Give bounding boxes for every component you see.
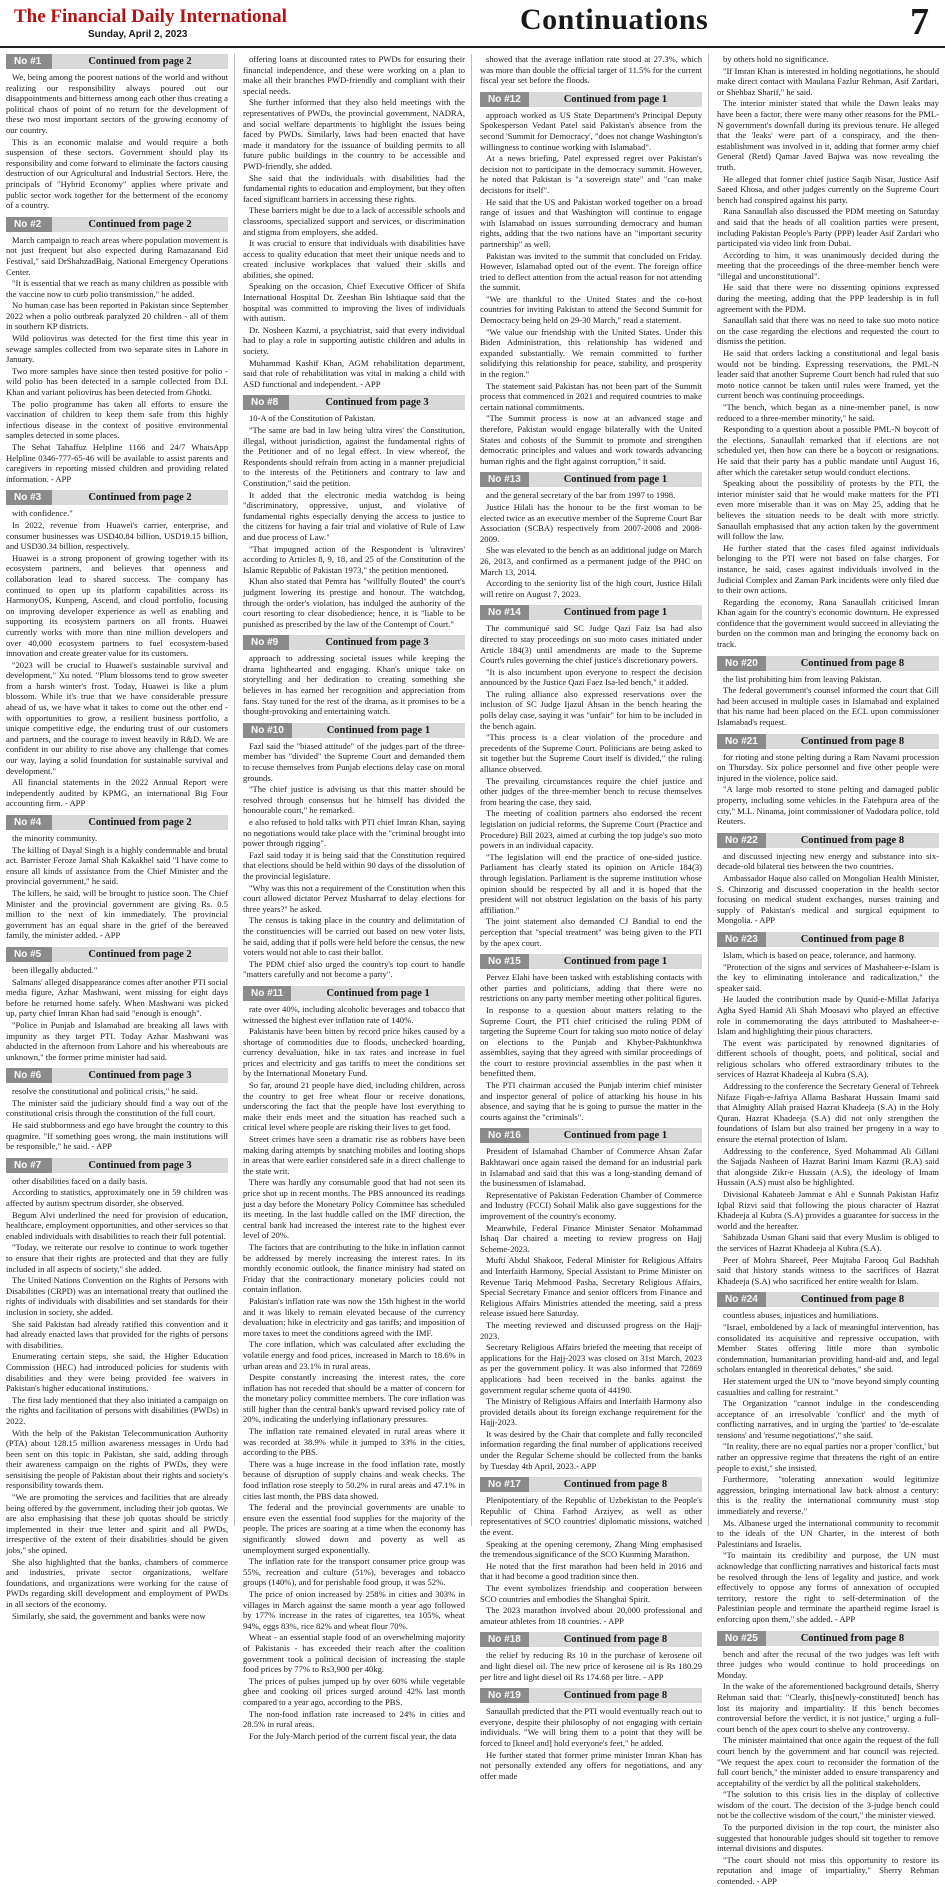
continuation-header — [6, 1068, 228, 1083]
article — [243, 395, 465, 629]
continued-from-label: Continued from page 8 — [800, 1294, 905, 1306]
continuation-header — [717, 656, 939, 671]
paragraph: the relief by reducing Rs 10 in the purchase of kerosene oil and light diesel oil. The new price of kerosene oil is Rs 180.29 per litre and light diesel oil Rs 174.68 per litre. - APP — [480, 1650, 702, 1682]
article — [6, 490, 228, 809]
paragraph: To the purported division in the top court, the minister also suggested that honourable judges should sit together to remove internal divisions and disputes. — [717, 1822, 939, 1854]
article-body — [480, 623, 702, 948]
article — [480, 472, 702, 599]
paragraph: Her statement urged the UN to "move beyond simply counting casualties and calling for restraint." — [717, 1375, 939, 1397]
paragraph: The Organization "cannot indulge in the condescending acceptance of an irresolvable 'conflict' and the myth of conflicting narratives, and in urging the 'parties' to 'de-escalate tensions' and 'resume negotiations'," she said. — [717, 1398, 939, 1440]
article-body — [243, 54, 465, 389]
continued-from-label: Continued from page 2 — [88, 56, 192, 67]
paragraph: No human case has been reported in Pakistan since September 2022 when a polio outbreak paralyzed 20 children - all of them in southern KP districts. — [6, 300, 228, 332]
article-number: No #5 — [6, 947, 52, 962]
article-number: No #1 — [6, 54, 52, 69]
continued-from-label: Continued from page 8 — [563, 1634, 668, 1646]
continued-from-label: Continued from page 8 — [563, 1690, 668, 1702]
paragraph: Sahibzada Usman Ghani said that every Muslim is obliged to the services of Hazrat Khadeeja al Kubra (S.A). — [717, 1232, 939, 1253]
article-number: No #21 — [717, 734, 766, 749]
paragraph: the minority community. — [12, 833, 98, 843]
article — [480, 92, 702, 467]
paragraph: The killing of Dayal Singh is a highly condemnable and brutal act. Barrister Feroze Jamal Shah Kakakhel said "I have come to ensure all kinds of assistance from the Chief Minister and the provincial government," he said. — [6, 844, 228, 887]
article-body — [480, 54, 702, 86]
article — [480, 605, 702, 948]
article-number: No #17 — [480, 1477, 529, 1492]
paragraph: Muhammad Kashif Khan, AGM rehabilitation department, said that role of rehabilitation was vital in making a child with ASD functional and independent. - APP — [243, 357, 465, 389]
article-body — [480, 490, 702, 599]
paragraph: The non-food inflation rate increased to 24% in cities and 28.5% in rural areas. — [243, 1708, 465, 1730]
paragraph: The prices of pulses jumped up by over 60% while vegetable ghee and cooking oil prices surged around 42% last month compared to a year ago, according to the PBS. — [243, 1675, 465, 1707]
article-body — [243, 653, 465, 717]
paragraph: Islam, which is based on peace, tolerance, and harmony. — [723, 949, 917, 960]
paragraph: Dr. Nosheen Kazmi, a psychiatrist, said that every individual had to play a role in supporting autistic children and adults in society. — [243, 324, 465, 357]
paragraph: bench and after the recusal of the two judges was left with three judges who would continue to hold proceedings on Monday. — [717, 1648, 939, 1680]
paragraph: March campaign to reach areas where population movement is not just frequent but also expected during Ramazanand Eid Festival," said DrShahzadBaig, National Emergency Operations Center. — [6, 234, 228, 277]
article — [6, 217, 228, 485]
paragraph: "That impugned action of the Respondent is 'ultravires' according to Articles 8, 9, 18, and 25 of the Constitution of the Islamic Republic of Pakistan 1973," the petition mentioned. — [243, 543, 465, 575]
paragraph: The inflation rate remained elevated in rural areas where it was recorded at 38.9% while it jumped to 33% in the cities, according to the PBS. — [243, 1426, 465, 1458]
article — [6, 815, 228, 941]
continued-from-label: Continued from page 3 — [325, 637, 429, 649]
paragraph: other disabilities faced on a daily basis. — [12, 1175, 148, 1186]
paragraph: The meeting reviewed and discussed progress on the Hajj-2023. — [480, 1319, 702, 1341]
paragraph: rate over 40%, including alcoholic beverages and tobacco that witnessed the highest ever inflation rate of 140%. — [243, 1003, 465, 1025]
continuation-header — [243, 395, 465, 410]
article-body — [480, 110, 702, 467]
paragraph: Begum Alvi underlined the need for provision of education, healthcare, employment opportunities, and other services so that enabled individuals with disabilities to reach their full potential. — [6, 1209, 228, 1241]
paragraph: He said that the US and Pakistan worked together on a broad range of issues and that Washington will continue to engage with Islamabad on issues surrounding democracy and human rights, adding that the two nations have an "important security partnership" as well. — [480, 196, 702, 249]
paragraph: and discussed injecting new energy and substance into six-decade-old bilateral ties between the two countries. — [717, 850, 939, 872]
paragraph: Sanaullah predicted that the PTI would eventually reach out to everyone, despite their philosophy of not engaging with certain individuals. "We will bring them to a point that they will be forced to [kneel and] hold everyone's feet," he added. — [480, 1706, 702, 1748]
paragraph: "We value our friendship with the United States. Under this Biden Administration, this relationship has widened and expanded substantially. We remain committed to further solidifying this relationship for peace, stability, and prosperity in the region." — [480, 326, 702, 380]
continued-from-label: Continued from page 2 — [88, 218, 192, 230]
paragraph: "Why was this not a requirement of the Constitution when this court allowed dictator Pervez Musharraf to delay elections for three years?" he asked. — [243, 882, 465, 914]
paragraph: This is an economic malaise and would require a both suspension of these sectors. Government should play its responsibility and come forward to eliminate the factors causing destruction of our Agricultural and Industrial Sectors. Here, the principals of "Hybrid Economy" applies where private and public sector work together for the betterment of the economy of a country. — [6, 136, 228, 211]
article-body — [6, 235, 228, 485]
paragraph: Rana Sanaullah also discussed the PDM meeting on Saturday and said that the heads of all coalition parties were present, including Pakistan People's Party (PPP) leader Asif Zardari who participated via video link from Dubai. — [717, 206, 939, 249]
article-columns — [6, 54, 939, 1887]
paragraph: The factors that are contributing to the hike in inflation cannot be addressed by merely increasing the interest rates. In its monthly economic outlook, the finance ministry had stated on Friday that the contractionary monetary policies could not contain inflation. — [243, 1241, 465, 1295]
paragraph: The statement said Pakistan has not been part of the Summit process that commenced in 2021 and required countries to make certain national commitments. — [480, 380, 702, 412]
continued-from-label: Continued from page 1 — [563, 1130, 668, 1142]
continued-from-label: Continued from page 8 — [800, 933, 905, 945]
paragraph: resolve the constitutional and political crisis," he said. — [12, 1086, 198, 1097]
article-number: No #3 — [6, 490, 52, 505]
paragraph: Wheat - an essential staple food of an overwhelming majority of Pakistanis - has exceeded their reach after the coalition government took a political decision of increasing the staple food prices by 77% to Rs3,900 per 40kg. — [243, 1632, 465, 1675]
continuation-header — [480, 1688, 702, 1703]
paragraph: The Ministry of Religious Affairs and Interfaith Harmony also provided details about its foreign exchange requirement for the Hajj-2023. — [480, 1396, 702, 1428]
paragraph: He further stated that the cases filed against individuals belonging to the PTI were not based on false charges. For instance, he said, cases against individuals involved in the Judicial Complex and Zaman Park incidents were only filed due to their own actions. — [717, 542, 939, 596]
paragraph: The joint statement also demanded CJ Bandial to end the perception that "special treatment" was being given to the PTI by the apex court. — [480, 916, 702, 948]
paragraph: "It is also incumbent upon everyone to respect the decision announced by the Justice Qazi Faez Isa-led bench," it added. — [480, 666, 702, 688]
paragraph: Pervez Elahi have been tasked with establishing contacts with other parties and politicians, adding that there were no restrictions on any party member meeting other political figures. — [480, 972, 702, 1004]
paragraph: "Today, we reiterate our resolve to continue to work together to ensure that their rights are protected and that they are fully included in all aspects of society," she added. — [6, 1242, 228, 1274]
paragraph: At a news briefing, Patel expressed regret over Pakistan's decision not to participate in the democracy summit. However, he noted that Pakistan is "a sovereign state" and "can make decisions for itself". — [480, 153, 702, 195]
paragraph: offering loans at discounted rates to PWDs for ensuring their financial independence, and these were working on a plan to make all their branches PWD-friendly and compliant with their special needs. — [243, 54, 465, 96]
paragraph: President of Islamabad Chamber of Commerce Ahsan Zafar Bakhtawari once again raised the demand for an industrial park in Islamabad and said that this was a long-standing demand of the businessmen of Islamabad. — [480, 1146, 702, 1189]
article-number: No #9 — [243, 635, 289, 650]
paragraph: Secretary Religious Affairs briefed the meeting that receipt of applications for the Hajj-2023 was closed on 31st March, 2023 as per the government policy. It was also informed that 72869 applications had been received in the banks against the government regular scheme quota of 44190. — [480, 1342, 702, 1395]
paragraph: In 2022, revenue from Huawei's carrier, enterprise, and consumer businesses was USD40.84 billion, USD19.15 billion, and USD30.34 billion, respectively. — [6, 519, 228, 552]
paragraph: Sanaullah said that there was no need to take suo moto notice on the case regarding the elections and requested the court to dismiss the petition. — [717, 315, 939, 347]
article-body — [6, 1086, 228, 1152]
continuation-header — [480, 92, 702, 107]
continuation-header — [717, 1631, 939, 1646]
paragraph: The communiqué said SC Judge Qazi Faiz Isa had also directed to stay proceedings on suo moto cases initiated under Article 184(3) until amendments are made to the Supreme Court's rules governing the chief justice's discretionary powers. — [480, 623, 702, 666]
article — [480, 1688, 702, 1781]
article — [480, 954, 702, 1122]
paragraph: "In reality, there are no equal parties nor a proper 'conflict,' but rather an oppressive regime that threatens the right of an entire people to exist," she insisted. — [717, 1441, 939, 1473]
paragraph: "Police in Punjab and Islamabad are breaking all laws with impunity as they target PTI. Today Azhar Mashwani was abducted in the afternoon from Lahore and his whereabouts are unknown," the former prime minister had said. — [6, 1019, 228, 1062]
paragraph: with confidence." — [12, 508, 73, 519]
paragraph: According to the seniority list of the high court, Justice Hilali will retire on August 7, 2023. — [480, 578, 702, 599]
paragraph: "We are thankful to the United States and the co-host countries for inviting Pakistan to attend the Second Summit for Democracy being held on 29-30 March," read a statement. — [480, 293, 702, 326]
paragraph: "The chief justice is advising us that this matter should be resolved through consensus but he himself has divided the honourable court," he remarked. — [243, 784, 465, 816]
article-body — [243, 413, 465, 629]
paragraph: Salmans' alleged disappearance comes after another PTI social media figure, Azhar Mashwani, went missing for eight days before he returned home safely. When Mashwani was picked up, party chief Imran Khan had said "enough is enough". — [6, 976, 228, 1019]
continued-from-label: Continued from page 8 — [800, 1632, 905, 1644]
article — [717, 54, 939, 650]
article — [717, 932, 939, 1286]
paragraph: Regarding the economy, Rana Sanaullah criticised Imran Khan again for the country's economic downturn. He expressed confidence that the government would succeed in alleviating the burden on the common man and bringing the economy back on track. — [717, 596, 939, 650]
article-body — [717, 1310, 939, 1624]
paragraph: e also refused to hold talks with PTI chief Imran Khan, saying no negotiations would take place with the "criminal brought into power through rigging". — [243, 817, 465, 849]
continued-from-label: Continued from page 1 — [326, 987, 430, 999]
paragraph: Enumerating certain steps, she said, the Higher Education Commission (HEC) had introduced policies for students with disabilities and they were being provided fee waivers in Pakistan's higher educational institutions. — [6, 1351, 228, 1394]
paragraph: Pakistanis have been bitten by record price hikes caused by a shortage of commodities due to floods, unchecked hoarding, currency devaluation, hike in tax rates and increase in fuel prices and electricity and gas tariffs to meet the conditions set by the International Monetary Fund. — [243, 1026, 465, 1079]
paragraph: So far, around 21 people have died, including children, across the country to get free wheat flour or receive donations, underscoring the fact that the people have lost everything to make their ends meet and the situation has reached such a critical level where people are risking their lives to get food. — [243, 1080, 465, 1133]
paragraph: The prevailing circumstances require the chief justice and other judges of the three-member bench to recuse themselves from hearing the case, they said. — [480, 775, 702, 807]
paragraph: "2023 will be crucial to Huawei's sustainable survival and development," Xu noted. "Plum blossoms tend to grow sweeter from a harsh winter's frost. Today, Huawei is like a plum blossom. While it's true that we have considerable pressure ahead of us, we have what it takes to come out the other end - with opportunities to grow, a resilient business portfolio, a unique competitive edge, the enduring trust of our customers and partners, and the courage to invest heavily in R&D. We are confident in our ability to rise above any challenge that comes our way, laying a solid foundation for sustainable survival and development." — [6, 659, 228, 776]
paragraph: Huawei is a strong proponent of growing together with its ecosystem partners, and believes that openness and collaboration lead to shared success. The company has continued to open up its platform capabilities across its HarmonyOS, Kunpeng, Ascend, and cloud portfolio, focusing on improving developer experience as well as enabling and supporting its ecosystem partners on all fronts. Huawei currently works with more than nine million developers and over 40,000 ecosystem partners to fuel ecosystem-based innovation and create greater value for its customers. — [6, 552, 228, 659]
continued-from-label: Continued from page 1 — [563, 474, 668, 486]
continuation-header — [6, 815, 228, 830]
paragraph: These barriers might be due to a lack of accessible schools and classrooms, specialized support and services, or discrimination and stigma from employers, she added. — [243, 205, 465, 237]
paragraph: the list prohibiting him from leaving Pakistan. — [723, 673, 882, 684]
paragraph: The minister said the judiciary should find a way out of the constitutional crisis through the constitution of the full court. — [6, 1097, 228, 1119]
paragraph: The census is taking place in the country and delimitation of the constituencies will be carried out based on new voter lists, he said, adding that if polls were held before the census, the new voters would not able to cast their ballot. — [243, 915, 465, 958]
article-number: No #25 — [717, 1631, 766, 1646]
paragraph: The Sehat Tahaffuz Helpline 1166 and 24/7 WhatsApp Helpline 0346-777-65-46 will be available to assist parents and caregivers in reporting missed children and providing related information. - APP — [6, 442, 228, 484]
paragraph: The event symbolizes friendship and cooperation between SCO countries and embodies the Shanghai Spirit. — [480, 1583, 702, 1604]
paragraph: The federal government's counsel informed the court that Gill had been accused in multiple cases in Islamabad and explained that his name had been placed on the ECL upon commissioner Islamabad's request. — [717, 685, 939, 728]
article — [717, 656, 939, 728]
continuation-header — [480, 1477, 702, 1492]
continuation-header — [480, 605, 702, 620]
article — [717, 734, 939, 827]
paragraph: countless abuses, injustices and humiliations. — [723, 1310, 879, 1321]
article — [480, 1477, 702, 1626]
paragraph: "To maintain its credibility and purpose, the UN must acknowledge that conflicting narratives and historical facts must be resolved through the lens of legality and justice, and work effectively to oppose any forms of annexation of occupied territory, restore the right to self-determination of the Palestinian people and terminate the apartheid regime Israel is enforcing upon them," she added. - APP — [717, 1550, 939, 1624]
article — [480, 1128, 702, 1471]
article-number: No #19 — [480, 1688, 529, 1703]
paragraph: The killers, he said, will be brought to justice soon. The Chief Minister and the provincial government are giving Rs. 0.5 million to the next of kin immediately. The provincial government has an equal share in the grief of the bereaved family, the minister added. - APP — [6, 887, 228, 941]
column-2 — [243, 54, 472, 1741]
article-number: No #15 — [480, 954, 529, 969]
paragraph: She said Pakistan had already ratified this convention and it had already enacted laws that provided for the rights of persons with disabilities. — [6, 1318, 228, 1350]
article — [6, 1158, 228, 1621]
paragraph: Ms. Albanese urged the international community to recommit to the ideals of the UN Charter, in the interest of both Palestinians and Israelis. — [717, 1517, 939, 1549]
paragraph: It was crucial to ensure that individuals with disabilities have access to quality education that meet their unique needs and to created inclusive workplaces that valued their skills and abilities, she opined. — [243, 238, 465, 280]
article-number: No #24 — [717, 1292, 766, 1307]
paragraph: The polio programme has taken all efforts to ensure the vaccination of children to keep them safe from this highly infectious disease in the context of positive environmental samples detected in some places. — [6, 398, 228, 441]
article-body — [6, 508, 228, 809]
paragraph: It added that the electronic media watchdog is being "discriminatory, oppressive, unjust, and violative of fundamental rights especially denying the access to justice to the citizens for having a fair trial and violative of Rule of Law and due process of Law." — [243, 489, 465, 542]
paragraph: Wild poliovirus was detected for the first time this year in sewage samples collected from two separate sites in Lahore in January. — [6, 333, 228, 365]
paragraph: According to him, it was unanimously decided during the meeting that the proceedings of the three-member bench were "illegal and unconstitutional". — [717, 249, 939, 281]
column-3 — [480, 54, 709, 1781]
article-body — [717, 54, 939, 650]
article — [717, 833, 939, 926]
paragraph: The United Nations Convention on the Rights of Persons with Disabilities (CRPD) was an international treaty that outlined the rights of individuals with disabilities and set standards for their inclusion in society, she added. — [6, 1275, 228, 1317]
continuation-header — [717, 833, 939, 848]
article-body — [480, 1495, 702, 1626]
paragraph: Responding to a question about a possible PML-N boycott of the elections, Sanaullah remarked that if elections are not scheduled yet, then how can there be a boycott or resignations. He said that their party has a public mandate until August 16, after which the caretaker setup would conduct elections. — [717, 424, 939, 477]
paragraph: There was a huge increase in the food inflation rate, mostly because of disruption of supply chains and weak checks. The food inflation rose steeply to 50.2% in rural areas and 47.1% in cities last month, the PBS data showed. — [243, 1458, 465, 1501]
continued-from-label: Continued from page 1 — [563, 93, 668, 105]
continuation-header — [243, 986, 465, 1001]
paragraph: approach to addressing societal issues while keeping the drama lighthearted and engaging. Khan's unique take on storytelling and her dedication to creating something she believes in has earned her recognition and appreciation from fans. Stay tuned for the rest of the drama, as it promises to be a thought-provoking and entertaining watch. — [243, 653, 465, 717]
paragraph: "If Imran Khan is interested in holding negotiations, he should make direct contact with Maulana Fazlur Rehman, Asif Zardari, or Shehbaz Sharif," he said. — [717, 65, 939, 97]
paragraph: Street crimes have seen a dramatic rise as robbers have been making daring attempts by snatching mobiles and looting shops in areas that were earlier considered safe in a direct challenge to the state writ. — [243, 1134, 465, 1176]
continued-from-label: Continued from page 8 — [800, 735, 905, 747]
paragraph: "We are promoting the services and facilities that are already being offered by the government, including their job quotas. We are also emphasising that these job quotas should be strictly implemented in their true letter and spirit and all PWDs, irrespective of the extent of their disabilities should be given jobs," she opined. — [6, 1492, 228, 1556]
continued-from-label: Continued from page 3 — [88, 1159, 192, 1171]
article — [480, 1632, 702, 1682]
article — [6, 947, 228, 1062]
newspaper-name: The Financial Daily International — [14, 6, 287, 27]
paragraph: "This process is a clear violation of the procedure and precedents of the Supreme Court. Politicians are being asked to sit together but the Supreme Court itself is divided," the ruling alliance observed. — [480, 732, 702, 775]
paragraph: There was hardly any consumable good that had not seen its price shot up in recent months. The PBS announced its readings just a day before the Monetary Policy Committee has scheduled its meeting. In the last huddle called on the IMF direction, the central bank had increased the interest rate to the highest ever level of 20%. — [243, 1177, 465, 1241]
article-number: No #14 — [480, 605, 529, 620]
paragraph: He said that there were no dissenting opinions expressed during the meeting, adding that the PPP leadership is in full agreement with the PDM. — [717, 282, 939, 314]
paragraph: All financial statements in the 2022 Annual Report were independently audited by KPMG, an international Big Four accounting firm. - APP — [6, 777, 228, 809]
continued-from-label: Continued from page 8 — [800, 834, 905, 846]
paragraph: "The solution to this crisis lies in the display of collective wisdom of the court. The decision of the 3-judge bench could not be the collective wisdom of the court," the minister viewed. — [717, 1789, 939, 1821]
paragraph: Pakistan was invited to the summit that concluded on Friday. However, Islamabad opted out of the event. The foreign office tried to deflect attention from the actual reason for not attending the summit. — [480, 250, 702, 293]
paragraph: "The court should not miss this opportunity to restore its reputation and image of impartiality," Sherry Rehman contended. - APP — [717, 1854, 939, 1887]
article-number: No #12 — [480, 92, 529, 107]
article-body — [6, 965, 228, 1062]
continued-from-label: Continued from page 3 — [88, 1070, 192, 1082]
continuation-header — [6, 947, 228, 962]
paragraph: Fazl said the "biased attitude" of the judges part of the three-member has "divided" the Supreme Court and demanded them to recuse themselves from Punjab elections delay case on moral grounds. — [243, 740, 465, 783]
paragraph: The federal and the provincial governments are unable to ensure even the essential food supplies for the majority of the people. The prices are soaring at a time when the economy has significantly slowed down and poverty as well as unemployment surged exponentially. — [243, 1502, 465, 1555]
continued-from-label: Continued from page 3 — [325, 397, 429, 409]
paragraph: "The legislation will end the practice of one-sided justice. Parliament has clearly stated its opinion on Article 184(3) through legislation. Parliament is the supreme institution whose opinion should be respected by all and it is hoped that the president will not obstruct legislation on the basis of his party affiliation." — [480, 851, 702, 915]
paragraph: Similarly, she said, the government and banks were now — [12, 1610, 206, 1621]
continuation-header — [243, 635, 465, 650]
issue-date: Sunday, April 2, 2023 — [88, 29, 188, 40]
continuation-header — [480, 1632, 702, 1647]
paragraph: The interior minister stated that while the Dawn leaks may have been a factor, there were many other reasons for the PML-N government's downfall during its previous tenure. He alleged that the 'leaks' were part of a conspiracy, and the then-establishment was involved in it, adding that former army chief General (Retd) Qamar Javed Bajwa was now revealing the truth. — [717, 98, 939, 172]
paragraph: Furthermore, "tolerating annexation would legitimize aggression, bringing international law back almost a century: this is the reality the international community must stop immediately and reverse." — [717, 1474, 939, 1517]
column-4 — [717, 54, 939, 1887]
article-body — [6, 1176, 228, 1621]
paragraph: Pakistan's inflation rate was now the 15th highest in the world and it was likely to remain elevated because of the currency devaluation; hike in electricity and gas tariffs; and imposition of more taxes to meet the conditions agreed with the IMF. — [243, 1295, 465, 1338]
paragraph: She also highlighted that the banks, chambers of commerce and industries, private sector organizations, welfare foundations, and organizations were working for the cause of PWDs regarding skill development and employment of PWDs in all sectors of the economy. — [6, 1556, 228, 1609]
paragraph: She said that the individuals with disabilities had the fundamental rights to education and employment, but they often faced significant barriers in accessing these rights. — [243, 172, 465, 204]
paragraph: Mufti Abdul Shakoor, Federal Minister for Religious Affairs and Interfaith Harmony, Special Assistant to Prime Minister on Revenue Tariq Mehmood Pasha, Secretary Religious Affairs, Special Secretary Finance and senior officers from Finance and Religious Affairs Ministries attended the meeting, said a press release issued here Saturday. — [480, 1255, 702, 1319]
article-number: No #6 — [6, 1068, 52, 1083]
continuation-header — [480, 954, 702, 969]
paragraph: She further informed that they also held meetings with the representatives of PWDs, the provincial government, NADRA, and social welfare departments to highlight the issues being faced by PWDs. Similarly, laws had been enacted that have made it mandatory for the issuance of building permits to all future public buildings in the country to be accessible and PWD-friendly, she added. — [243, 97, 465, 171]
article — [243, 635, 465, 717]
paragraph: been illegally abducted." — [12, 964, 98, 975]
paragraph: In the wake of the aforementioned background details, Sherry Rehman said that: "Clearly, this[newly-constituted] bench has lost its majority and impartiality. If this bench becomes controversial before the verdict, it is not justice," urging a full-court bench of the apex court to shelve any controversy. — [717, 1681, 939, 1734]
article-number: No #16 — [480, 1128, 529, 1143]
paragraph: 10-A of the Constitution of Pakistan. — [249, 413, 376, 424]
continued-from-label: Continued from page 1 — [563, 607, 668, 619]
article-body — [717, 950, 939, 1286]
continued-from-label: Continued from page 8 — [800, 657, 905, 669]
article-body — [717, 674, 939, 728]
continuation-header — [480, 1128, 702, 1143]
continuation-header — [6, 54, 228, 69]
article — [243, 54, 465, 389]
article-number: No #7 — [6, 1158, 52, 1173]
paragraph: "It is essential that we reach as many children as possible with the vaccine now to curb polio transmission," he added. — [6, 278, 228, 299]
paragraph: Khan also stated that Pemra has "willfully flouted" the court's judgment lowering its prestige and honour. The watchdog, through the order's violation, has indulged the authority of the court resorting to clear disobedience; hence, it is "liable to be punished as prescribed by the law of the Contempt of Court." — [243, 576, 465, 629]
paragraph: He noted that the first marathon had been held in 2016 and that it had become a good tradition since then. — [480, 1560, 702, 1582]
continuation-header — [6, 1158, 228, 1173]
paragraph: approach worked as US State Department's Principal Deputy Spokesperson Vedant Patel said Pakistan's absence from the second 'Summit for Democracy', "does not change Washington's willingness to continue working with Islamabad". — [480, 109, 702, 152]
paragraph: The 2023 marathon involved about 20,000 professional and amateur athletes from 18 countries. - APP — [480, 1605, 702, 1626]
paragraph: The inflation rate for the transport consumer price group was 55%, recreation and culture (51%), beverages and tobacco groups (140%), and for perishable food group, it was 52%. — [243, 1556, 465, 1588]
article-number: No #23 — [717, 932, 766, 947]
article-body — [480, 972, 702, 1122]
paragraph: Meanwhile, Federal Finance Minister Senator Mohammad Ishaq Dar chaired a meeting to review progress on Hajj Scheme-2023. — [480, 1222, 702, 1254]
article-number: No #10 — [243, 723, 292, 738]
article-body — [717, 1649, 939, 1887]
article-body — [480, 1650, 702, 1682]
continuation-header — [717, 1292, 939, 1307]
article — [717, 1292, 939, 1624]
article-number: No #22 — [717, 833, 766, 848]
article-body — [6, 72, 228, 211]
paragraph: Ambassador Haque also called on Mongolian Health Minister, S. Chinzorig and discussed cooperation in the health sector focusing on medical student exchanges, nurses training and supply of Pakistan's medical and surgical equipment to Mongolia. - APP — [717, 872, 939, 926]
continuation-header — [243, 723, 465, 738]
continued-from-label: Continued from page 2 — [88, 948, 192, 960]
article-number: No #18 — [480, 1632, 529, 1647]
continuation-header — [6, 217, 228, 232]
continued-from-label: Continued from page 1 — [326, 724, 431, 736]
paragraph: The PTI chairman accused the Punjab interim chief minister and inspector general of police of attacking his house in his absence, and saying that he is going to pursue the matter in the courts against the "criminals". — [480, 1080, 702, 1122]
article-body — [480, 1146, 702, 1471]
paragraph: Plenipotentiary of the Republic of Uzbekistan to the People's Republic of China Farhod Arziyev, as well as other representatives of SCO countries' diplomatic missions, watched the event. — [480, 1495, 702, 1538]
paragraph: The first lady mentioned that they also initiated a campaign on the rights and facilitation of persons with disabilities (PWDs) in 2022. — [6, 1394, 228, 1426]
paragraph: She was elevated to the bench as an additional judge on March 26, 2013, and confirmed as a permanent judge of the PHC on March 13, 2014. — [480, 545, 702, 577]
paragraph: Speaking about the possibility of protests by the PTI, the interior minister said that he would make matters for the PTI even more miserable than it was on May 25, adding that he believes the situation needs to be dealt with more strictly. Sanaullah emphasised that any action taken by the government will follow the law. — [717, 478, 939, 542]
paragraph: The PDM chief also urged the country's top court to handle "matters carefully and not become a party". — [243, 958, 465, 980]
paragraph: The core inflation, which was calculated after excluding the volatile energy and food prices, increased in March to 18.6% in urban areas and 23.1% in rural areas. — [243, 1339, 465, 1371]
article-number: No #20 — [717, 656, 766, 671]
paragraph: Justice Hilali has the honour to be the first woman to be elected twice as an executive member of the Supreme Court Bar Association (SCBA) respectively from 2007-2008 and 2008-2009. — [480, 501, 702, 544]
paragraph: Representative of Pakistan Federation Chamber of Commerce and Industry (FCCI) Sohail Malik also gave suggestions for the improvement of the country's economy. — [480, 1189, 702, 1221]
article — [717, 1631, 939, 1887]
article — [480, 54, 702, 86]
article-body — [243, 741, 465, 980]
continued-from-label: Continued from page 2 — [88, 817, 192, 828]
paragraph: With the help of the Pakistan Telecommunication Authority (PTA) about 128.15 million awareness messages in Urdu had been sent on this topic in Pakistan, she said, adding through their awareness campaign on the rights of PWDs, they were sensitising the people of Pakistan about their rights and society's responsibility towards them. — [6, 1427, 228, 1491]
paragraph: The meeting of coalition partners also endorsed the recent legislation on judicial reforms, the Supreme Court (Practice and Procedure) Bill 2023, aimed at curbing the top judge's suo moto powers in an individual capacity. — [480, 808, 702, 851]
paragraph: and the general secretary of the bar from 1997 to 1998. — [486, 490, 676, 501]
paragraph: Despite constantly increasing the interest rates, the core inflation has not receded that should be a matter of concern for the monetary policy committee members. The core inflation was still higher than the central bank's upward revised policy rate of 20%, indicating the underlying inflationary pressures. — [243, 1372, 466, 1425]
paragraph: Divisional Kahateeb Jammat e Ahl e Sunnah Pakistan Hafiz Iqbal Rizvi said that following the pious character of Hazrat Khadeeja al Kubra (S.A) provides a guarantee for success in the world and the hereafter. — [717, 1189, 939, 1231]
article-number: No #4 — [6, 815, 52, 830]
paragraph: The minister maintained that once again the request of the full court bench by the government and bar council was rejected. "We request the apex court to reconsider the formation of the full court bench," the minister added to ensure transparency and acceptability of the verdict by all the political stakeholders. — [717, 1735, 939, 1788]
paragraph: Speaking on the occasion, Chief Executive Officer of Shifa International Hospital Dr. Zeeshan Bin Ishtiaque said that the hospital was committed to improving the lives of individuals with autism. — [243, 281, 465, 324]
paragraph: For the July-March period of the current fiscal year, the data — [249, 1730, 457, 1741]
article-body — [243, 1004, 465, 1741]
article — [6, 54, 228, 211]
page-number: 7 — [910, 1, 929, 43]
continuation-header — [717, 734, 939, 749]
article-number: No #13 — [480, 472, 529, 487]
continuation-header — [480, 472, 702, 487]
paragraph: "The Summit process is now at an advanced stage and therefore, Pakistan would engage bilaterally with the United States and cohosts of the Summit to promote and strengthen democratic principles and values and work towards advancing human rights and the fight against corruption," it said. — [480, 413, 702, 466]
paragraph: The ruling alliance also expressed reservations over the inclusion of SC Judge Ijazul Ahsan in the bench hearing the polls delay case, saying it was "unfair" for him to be included in the bench again. — [480, 688, 702, 731]
paragraph: According to statistics, approximately one in 59 children was affected by autism spectrum disorder, she observed. — [6, 1187, 228, 1209]
continued-from-label: Continued from page 2 — [88, 492, 192, 504]
paragraph: It was desired by the Chair that complete and fully reconciled information regarding the final number of applications received under the Regular Scheme should be collected from the banks by Tuesday 4th April, 2023.- APP — [480, 1428, 702, 1471]
paragraph: The event was participated by renowned dignitaries of different schools of thought, poets, and political, social and religious scholars who offered extraordinary tributes to the services of Hazrat Khadeeja al Kubra (S.A). — [717, 1037, 939, 1080]
article-body — [480, 1706, 702, 1781]
article — [6, 1068, 228, 1152]
paragraph: for rioting and stone pelting during a Ram Navami procession on Thursday. Six police personnel and five other people were injured in the violence, police said. — [717, 751, 939, 783]
continued-from-label: Continued from page 1 — [563, 956, 668, 968]
paragraph: We, being among the poorest nations of the world and without realizing our responsibility always poured out our disappointments and bitterness among each other thus creating a political chaos of point of no return for the development of these two most important sectors of the growing economy of our country. — [6, 72, 228, 135]
paragraph: Peer of Mohra Shareef, Peer Mujtaba Farooq Gul Badshah said that history stands witness to the sacrifices of Hazrat Khadeeja (S.A) who sacrificed her entire wealth for Islam. — [717, 1254, 939, 1286]
article-body — [717, 752, 939, 827]
article-number: No #8 — [243, 395, 289, 410]
paragraph: He said that orders lacking a constitutional and legal basis would not be binding. Expressing reservations, the PML-N leader said that another Supreme Court bench had ruled that suo moto notice cannot be taken until rules were framed, yet the current bench was continuing proceedings. — [717, 348, 939, 401]
column-1 — [6, 54, 235, 1621]
article-body — [717, 851, 939, 926]
continuation-header — [717, 932, 939, 947]
paragraph: Fazl said today it is being said that the Constitution required that elections should be held within 90 days of the dissolution of the provincial legislature. — [243, 849, 465, 881]
paragraph: Speaking at the opening ceremony, Zhang Ming emphasised the tremendous significance of the SCO Kunming Marathon. — [480, 1538, 702, 1560]
article-body — [6, 833, 228, 941]
continuation-header — [6, 490, 228, 505]
paragraph: The price of onion increased by 258% in cities and 303% in villages in March against the same month a year ago followed by 177% increase in the rates of cigarettes, tea 105%, wheat 94%, eggs 83%, rice 82% and wheat flour 70%. — [243, 1588, 465, 1631]
paragraph: by others hold no significance. — [723, 54, 829, 64]
article-number: No #11 — [243, 986, 291, 1001]
paragraph: He lauded the contribution made by Quaid-e-Millat Jafariya Agha Syed Hamid Ali Shah Moosavi who played an effective role in commemorating the days attributed to Mashaheer-e-Islam and highlighting their pious characters. — [717, 994, 939, 1037]
paragraph: Addressing to the conference, Syed Mohammad Ali Gillani the Sajjada Nasheen of Hazrat Barini Imam Kazmi (R.A) said that alongside Zikr-e Hussain (A.S), the ideology of Imam Hussain (A.S) must also be highlighted. — [717, 1145, 939, 1188]
paragraph: In response to a question about matters relating to the Supreme Court, the PTI chief criticised the ruling PDM of targeting the Supreme Court for taking suo moto notice of delay on elections to the Punjab and Khyber-Pakhtunkhwa assemblies, saying that they agreed with similar proceedings of the court to restore provincial assemblies in the past when it benefitted them. — [480, 1004, 702, 1079]
masthead — [0, 0, 945, 48]
article — [243, 723, 465, 980]
paragraph: "The same are bad in law being 'ultra vires' the Constitution, illegal, without jurisdiction, against the fundamental rights of the Petitioner and of no legal effect. In view whereof, the Respondents should refrain from acting in a manner prejudicial to the interests of the Petitioners and contrary to law and Constitution," said the petition. — [243, 425, 465, 488]
paragraph: He further stated that former prime minister Imran Khan has not personally extended any offers for negotiations, and any offer made — [480, 1749, 702, 1781]
paragraph: showed that the average inflation rate stood at 27.3%, which was more than double the official target of 11.5% for the current fiscal year set before the floods. — [480, 54, 702, 86]
paragraph: "The bench, which began as a nine-member panel, is now reduced to a three-member minority," he said. — [717, 402, 939, 423]
paragraph: "Israel, emboldened by a lack of meaningful intervention, has consolidated its acquisitive and repressive occupation, with Member States offering little more than symbolic condemnation, humanitarian providing hand-aid and, and legal scholars entangled in theoretical debates," she said. — [717, 1321, 939, 1375]
continued-from-label: Continued from page 8 — [563, 1479, 668, 1491]
paragraph: "A large mob resorted to stone pelting and damaged public property, including some vehicles in the Fatehpura area of the city," M.L. Ninama, joint commissioner of Vadodara police, told Reuters. — [717, 784, 939, 827]
article-number: No #2 — [6, 217, 52, 232]
paragraph: He alleged that former chief justice Saqib Nisar, Justice Asif Saeed Khosa, and other judges currently on the Supreme Court bench had conspired against his party. — [717, 173, 939, 205]
section-title: Continuations — [520, 3, 709, 36]
paragraph: Two more samples have since then tested positive for polio - wild polio has been detected in a sample collected from D.I. Khan and variant poliovirus has been detected from Ghotki. — [6, 365, 228, 398]
paragraph: "Protection of the signs and services of Mashaheer-e-Islam is the key to eliminating intolerance and radicalization," the speaker said. — [717, 961, 939, 993]
article — [243, 986, 465, 1741]
paragraph: Addressing to the conference the Secretary General of Tehreek Nifaze Fiqah-e-Jafriya Allama Basharat Hussain Imami said that Almighty Allah praised Hazrat Khadeeja (S.A) in the Holy Quran. Hazrat Khadeeja (S.A) did not only strengthen the foundations of Islam but also trained her progeny in a way to ensure the eternal protection of Islam. — [717, 1081, 939, 1145]
paragraph: He said stubbornness and ego have brought the country to this quagmire. "If something goes wrong, the main institutions will be responsible," he said. - APP — [6, 1120, 228, 1152]
